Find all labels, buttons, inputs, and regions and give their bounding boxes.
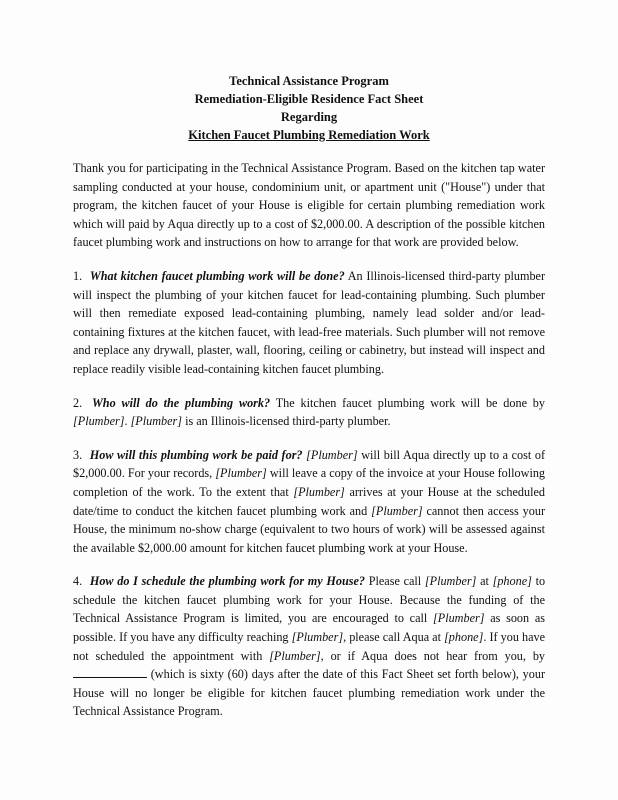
header-line-fact-sheet: Remediation-Eligible Residence Fact Sheet [194,92,424,106]
plumber-placeholder: [Plumber] [424,574,477,589]
plumber-placeholder: [Plumber] [433,611,485,626]
section-answer: . [124,414,128,429]
plumber-placeholder: [Plumber] [269,648,321,663]
plumber-placeholder: [Plumber] [73,414,125,429]
plumber-placeholder: [Plumber] [371,503,423,518]
section-answer: to schedule the kitchen faucet plumbing work for your House. Because the funding of the Technical Assistance Program is limited, you are encouraged to call [73,574,546,626]
section-answer: An Illinois-licensed third-party plumber will inspect the plumbing of your kitchen faucet for lead-containing plumbing. Such plumber will then remediate exposed lead-containing plumbing, namely lead solder and/or lead-containing fixtures at the kitchen faucet, with lead-free materials. Such plumber will not remove and replace any drywall, plaster, wall, flooring, ceiling or cabinetry, but instead will inspect and replace readily visible lead-containing kitchen faucet plumbing. [73,268,546,376]
plumber-placeholder: [Plumber] [215,466,267,481]
section-2 [73,394,545,431]
section-1 [73,267,545,379]
section-3 [73,446,545,558]
section-question: What kitchen faucet plumbing work will be done? [89,268,345,283]
plumber-placeholder: [Plumber] [293,484,345,499]
intro-paragraph: Thank you for participating in the Technical Assistance Program. Based on the kitchen tap water sampling conducted at your house, condominium unit, or apartment unit ("House") under that program, the kitchen faucet of your House is eligible for certain plumbing remediation work which will paid by Aqua directly up to a cost of $2,000.00. A description of the possible kitchen faucet plumbing work and instructions on how to arrange for that work are provided below. [73,161,545,250]
section-question: Who will do the plumbing work? [91,395,271,410]
section-number: 2. [73,395,83,410]
section-question: How do I schedule the plumbing work for my House? [89,574,365,589]
section-answer: at [480,574,489,589]
section-answer: . If you have not scheduled the appointment with [73,630,546,663]
section-question: How will this plumbing work be paid for? [89,447,303,462]
section-number: 3. [73,447,83,462]
document-title: Kitchen Faucet Plumbing Remediation Work [188,128,430,142]
section-answer: , please call Aqua at [343,630,441,645]
section-answer: will bill Aqua directly up to a cost of $2,000.00. For your records, [73,447,546,481]
section-answer: The kitchen faucet plumbing work will be done by [275,395,545,410]
plumber-placeholder: [Plumber] [306,447,358,462]
phone-placeholder: [phone] [492,574,532,589]
plumber-placeholder: [Plumber] [130,414,183,429]
section-answer: will leave a copy of the invoice at your House following completion of the work. To the extent that [73,466,546,499]
document-header [0,72,618,144]
phone-placeholder: [phone] [444,630,484,645]
plumber-placeholder: [Plumber] [291,630,344,645]
section-number: 1. [73,268,83,283]
section-number: 4. [73,574,83,589]
section-answer: (which is sixty (60) days after the date of this Fact Sheet set forth below), your House will no longer be eligible for kitchen faucet plumbing remediation work under the Technical Assistance Program. [73,667,546,719]
section-answer: , or if Aqua does not hear from you, by [320,648,546,663]
section-answer: arrives at your House at the scheduled date/time to conduct the kitchen faucet plumbing work and [73,484,546,518]
deadline-date-blank [73,667,147,678]
header-line-regarding: Regarding [280,110,338,124]
document-body [73,159,545,736]
section-answer: Please call [368,574,422,589]
section-answer: as soon as possible. If you have any difficulty reaching [73,611,545,645]
section-4 [73,572,545,721]
section-answer: is an Illinois-licensed third-party plumber. [185,414,391,429]
header-line-program: Technical Assistance Program [229,74,389,88]
section-answer: cannot then access your House, the minimum no-show charge (equivalent to two hours of work) will be assessed against the available $2,000.00 amount for kitchen faucet plumbing work at your House. [73,503,546,555]
